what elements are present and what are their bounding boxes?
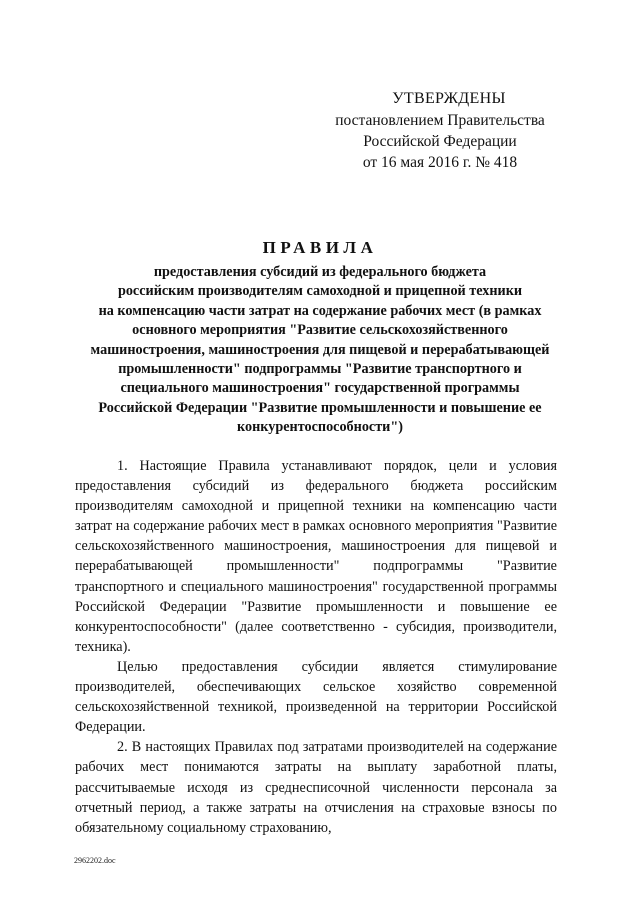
subtitle-line: конкурентоспособности") [237,419,403,436]
subtitle-line: российским производителям самоходной и прицепной техники [117,283,523,300]
body-paragraph: 1. Настоящие Правила устанавливают порядок, цели и условия предоставления субсидий из федерального бюджета российским производителям самоходной и прицепной техники на компенсацию части затрат на содержание рабочих мест в рамках основного мероприятия "Развитие сельскохозяйственного машиностроения, машиностроения для пищевой и перерабатывающей промышленности" подпрограммы "Развитие транспортного и специального машиностроения" государственной программы Российской Федерации "Развитие промышленности и повышение ее конкурентоспособности" (далее соответственно - субсидия, производители, техника). [75,458,557,655]
subtitle-line: промышленности" подпрограммы "Развитие транспортного и [118,361,522,378]
subtitle-line: основного мероприятия "Развитие сельскохозяйственного [132,322,508,339]
body-paragraph: 2. В настоящих Правилах под затратами производителей на содержание рабочих мест понимаются затраты на выплату заработной платы, рассчитываемые исходя из среднесписочной численности персонала за отчетный период, а также затраты на отчисления на страховые взносы по обязательному социальному страхованию, [75,739,557,836]
subtitle-line: специального машиностроения" государственной программы [120,380,520,397]
subtitle-line: Российской Федерации "Развитие промышленности и повышение ее [98,399,542,416]
document-subtitle [60,263,580,438]
approval-block [330,88,550,173]
approval-line: от 16 мая 2016 г. № 418 [362,154,518,171]
subtitle-line: на компенсацию части затрат на содержание рабочих мест (в рамках [98,302,542,319]
approval-line: Российской Федерации [363,133,517,150]
document-body [75,456,557,838]
file-code: 2962202.doc [74,856,116,865]
subtitle-line: машиностроения, машиностроения для пищевой и перерабатывающей [90,341,550,358]
document-title: ПРАВИЛА [262,238,378,257]
subtitle-line: предоставления субсидий из федерального бюджета [153,264,487,280]
approval-line: постановлением Правительства [335,112,545,129]
approval-heading: УТВЕРЖДЕНЫ [392,90,506,107]
body-paragraph: Целью предоставления субсидии является стимулирование производителей, обеспечивающих сельское хозяйство современной сельскохозяйственной техникой, произведенной на территории Российской Федерации. [75,658,557,736]
